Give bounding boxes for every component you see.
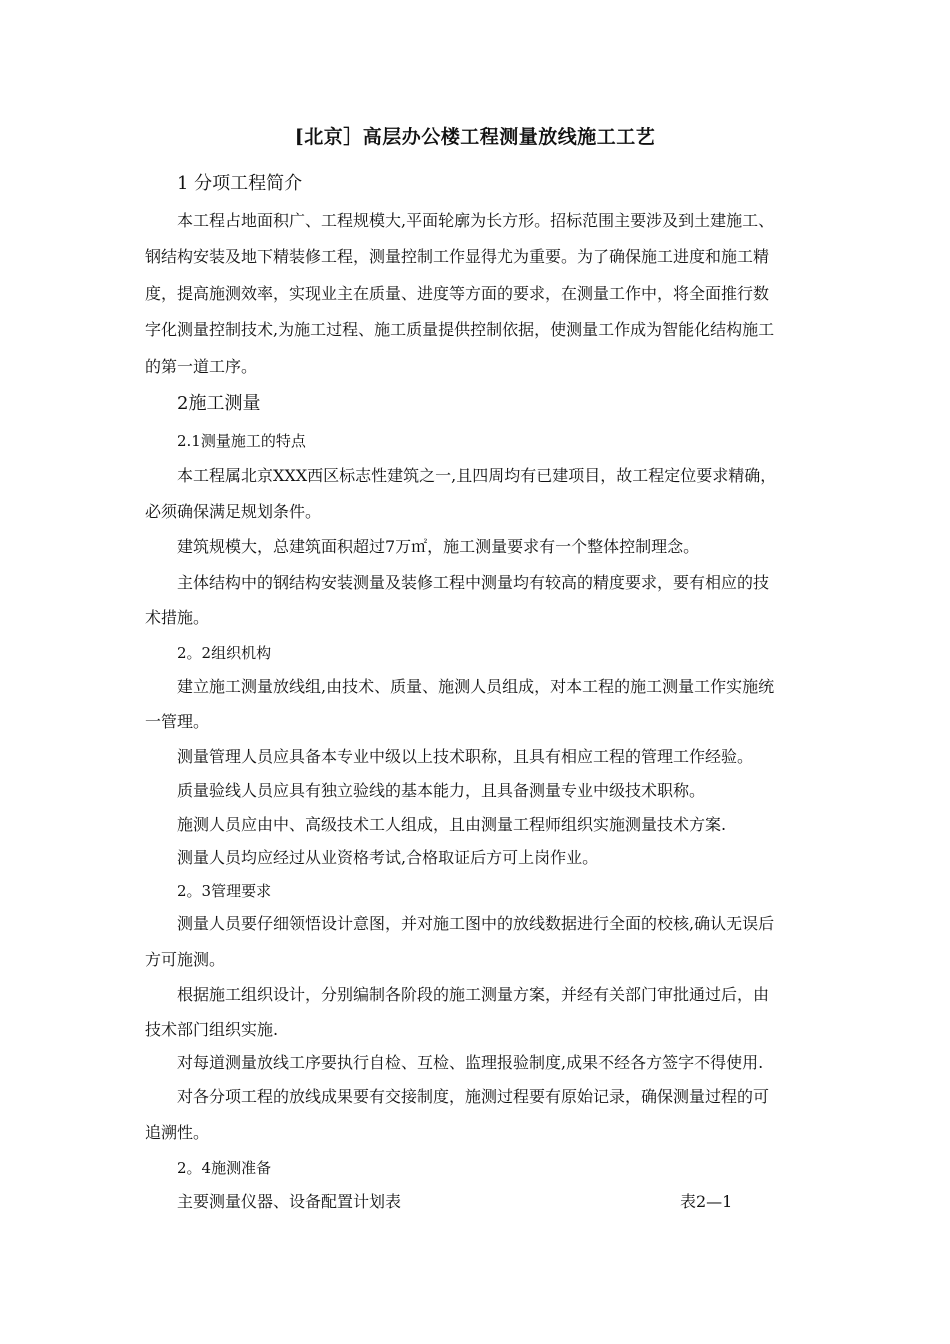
paragraph-line: 追溯性。 — [145, 1123, 210, 1142]
section-1-heading: 1 分项工程简介 — [177, 173, 303, 194]
paragraph-line: 主体结构中的钢结构安装测量及装修工程中测量均有较高的精度要求，要有相应的技 — [177, 573, 770, 592]
paragraph-line: 质量验线人员应具有独立验线的基本能力，且具备测量专业中级技术职称。 — [177, 781, 706, 800]
paragraph-line: 施测人员应由中、高级技术工人组成，且由测量工程师组织实施测量技术方案. — [177, 815, 727, 834]
paragraph-line: 术措施。 — [145, 608, 210, 627]
subsection-2-3-heading: 2。3管理要求 — [177, 882, 272, 900]
paragraph-line: 的第一道工序。 — [145, 357, 258, 376]
paragraph-line: 建立施工测量放线组,由技术、质量、施测人员组成，对本工程的施工测量工作实施统 — [177, 677, 775, 696]
paragraph-line: 本工程占地面积广、工程规模大,平面轮廓为长方形。招标范围主要涉及到土建施工、 — [177, 211, 775, 230]
paragraph-line: 根据施工组织设计，分别编制各阶段的施工测量方案，并经有关部门审批通过后，由 — [177, 985, 770, 1004]
paragraph-line: 建筑规模大，总建筑面积超过7万㎡，施工测量要求有一个整体控制理念。 — [177, 537, 700, 556]
paragraph-line: 对每道测量放线工序要执行自检、互检、监理报验制度,成果不经各方签字不得使用. — [177, 1053, 764, 1072]
paragraph-line: 测量人员均应经过从业资格考试,合格取证后方可上岗作业。 — [177, 848, 599, 867]
paragraph-line: 测量管理人员应具备本专业中级以上技术职称，且具有相应工程的管理工作经验。 — [177, 747, 754, 766]
paragraph-line: 必须确保满足规划条件。 — [145, 502, 322, 521]
table-number: 表2—1 — [680, 1192, 733, 1211]
section-2-heading: 2施工测量 — [177, 393, 261, 414]
paragraph-line: 测量人员要仔细领悟设计意图，并对施工图中的放线数据进行全面的校核,确认无误后 — [177, 914, 775, 933]
paragraph-line: 对各分项工程的放线成果要有交接制度，施测过程要有原始记录，确保测量过程的可 — [177, 1087, 770, 1106]
paragraph-line: 方可施测。 — [145, 950, 226, 969]
paragraph-line: 本工程属北京XXX西区标志性建筑之一,且四周均有已建项目，故工程定位要求精确， — [177, 466, 777, 485]
paragraph-line: 钢结构安装及地下精装修工程，测量控制工作显得尤为重要。为了确保施工进度和施工精 — [145, 247, 770, 266]
document-title: [北京］高层办公楼工程测量放线施工工艺 — [294, 126, 656, 148]
paragraph-line: 技术部门组织实施. — [145, 1020, 279, 1039]
subsection-2-2-heading: 2。2组织机构 — [177, 644, 272, 662]
subsection-2-4-heading: 2。4施测准备 — [177, 1159, 272, 1177]
paragraph-line: 一管理。 — [145, 712, 210, 731]
paragraph-line: 字化测量控制技术,为施工过程、施工质量提供控制依据，使测量工作成为智能化结构施工 — [145, 320, 775, 339]
paragraph-line: 度，提高施测效率，实现业主在质量、进度等方面的要求，在测量工作中，将全面推行数 — [145, 284, 770, 303]
subsection-2-1-heading: 2.1测量施工的特点 — [177, 432, 306, 450]
table-caption: 主要测量仪器、设备配置计划表 — [177, 1192, 402, 1211]
